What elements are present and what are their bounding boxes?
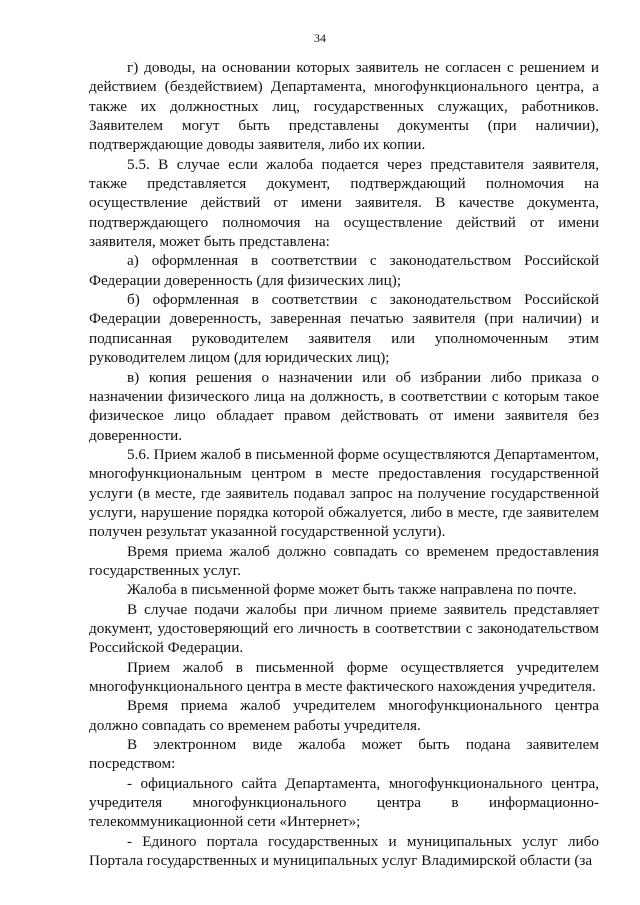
paragraph-founder-time: Время приема жалоб учредителем многофункционального центра должно совпадать со временем работы учредителя. xyxy=(89,697,599,734)
paragraph-founder-reception: Прием жалоб в письменной форме осуществляется учредителем многофункционального центра в месте фактического нахождения учредителя. xyxy=(89,658,599,695)
paragraph-arguments: г) доводы, на основании которых заявитель не согласен с решением и действием (бездействием) Департамента, многофункционального центра, а также их должностных лиц, государственных служащих, работников. Заявителем могут быть представлены документы (при наличии), подтверждающие доводы заявителя, либо их копии. xyxy=(89,59,599,154)
paragraph-item-v: в) копия решения о назначении или об избрании либо приказа о назначении физического лица на должность, в соответствии с которым такое физическое лицо обладает правом действовать от имени заявителя без доверенности. xyxy=(89,368,599,444)
document-body xyxy=(89,58,599,870)
paragraph-mail: Жалоба в письменной форме может быть также направлена по почте. xyxy=(127,581,577,599)
paragraph-personal-reception: В случае подачи жалобы при личном приеме заявитель представляет документ, удостоверяющий его личность в соответствии с законодательством Российской Федерации. xyxy=(89,600,599,657)
paragraph-item-b: б) оформленная в соответствии с законодательством Российской Федерации доверенность, заверенная печатью заявителя (при наличии) и подписанная руководителем заявителя или уполномоченным этим руководителем лицом (для юридических лиц); xyxy=(89,291,599,367)
paragraph-reception-time: Время приема жалоб должно совпадать со временем предоставления государственных услуг. xyxy=(89,542,599,579)
paragraph-item-a: а) оформленная в соответствии с законодательством Российской Федерации доверенность (для физических лиц); xyxy=(89,252,599,289)
paragraph-unified-portal: - Единого портала государственных и муниципальных услуг либо Портала государственных и муниципальных услуг Владимирской области (за xyxy=(89,832,599,870)
paragraph-electronic: В электронном виде жалоба может быть подана заявителем посредством: xyxy=(89,736,599,773)
page-number: 34 xyxy=(314,31,326,45)
paragraph-5-5: 5.5. В случае если жалоба подается через представителя заявителя, также представляется документ, подтверждающий полномочия на осуществление действий от имени заявителя. В качестве документа, подтверждающего полномочия на осуществление действий от имени заявителя, может быть представлена: xyxy=(89,155,599,251)
paragraph-5-6: 5.6. Прием жалоб в письменной форме осуществляются Департаментом, многофункциональным центром в месте предоставления государственной услуги (в месте, где заявитель подавал запрос на получение государственной услуги, нарушение порядка которой обжалуется, либо в месте, где заявителем получен результат указанной государственной услуги). xyxy=(89,445,599,541)
paragraph-official-site: - официального сайта Департамента, многофункционального центра, учредителя многофункционального центра в информационно-телекоммуникационной сети «Интернет»; xyxy=(89,774,599,831)
